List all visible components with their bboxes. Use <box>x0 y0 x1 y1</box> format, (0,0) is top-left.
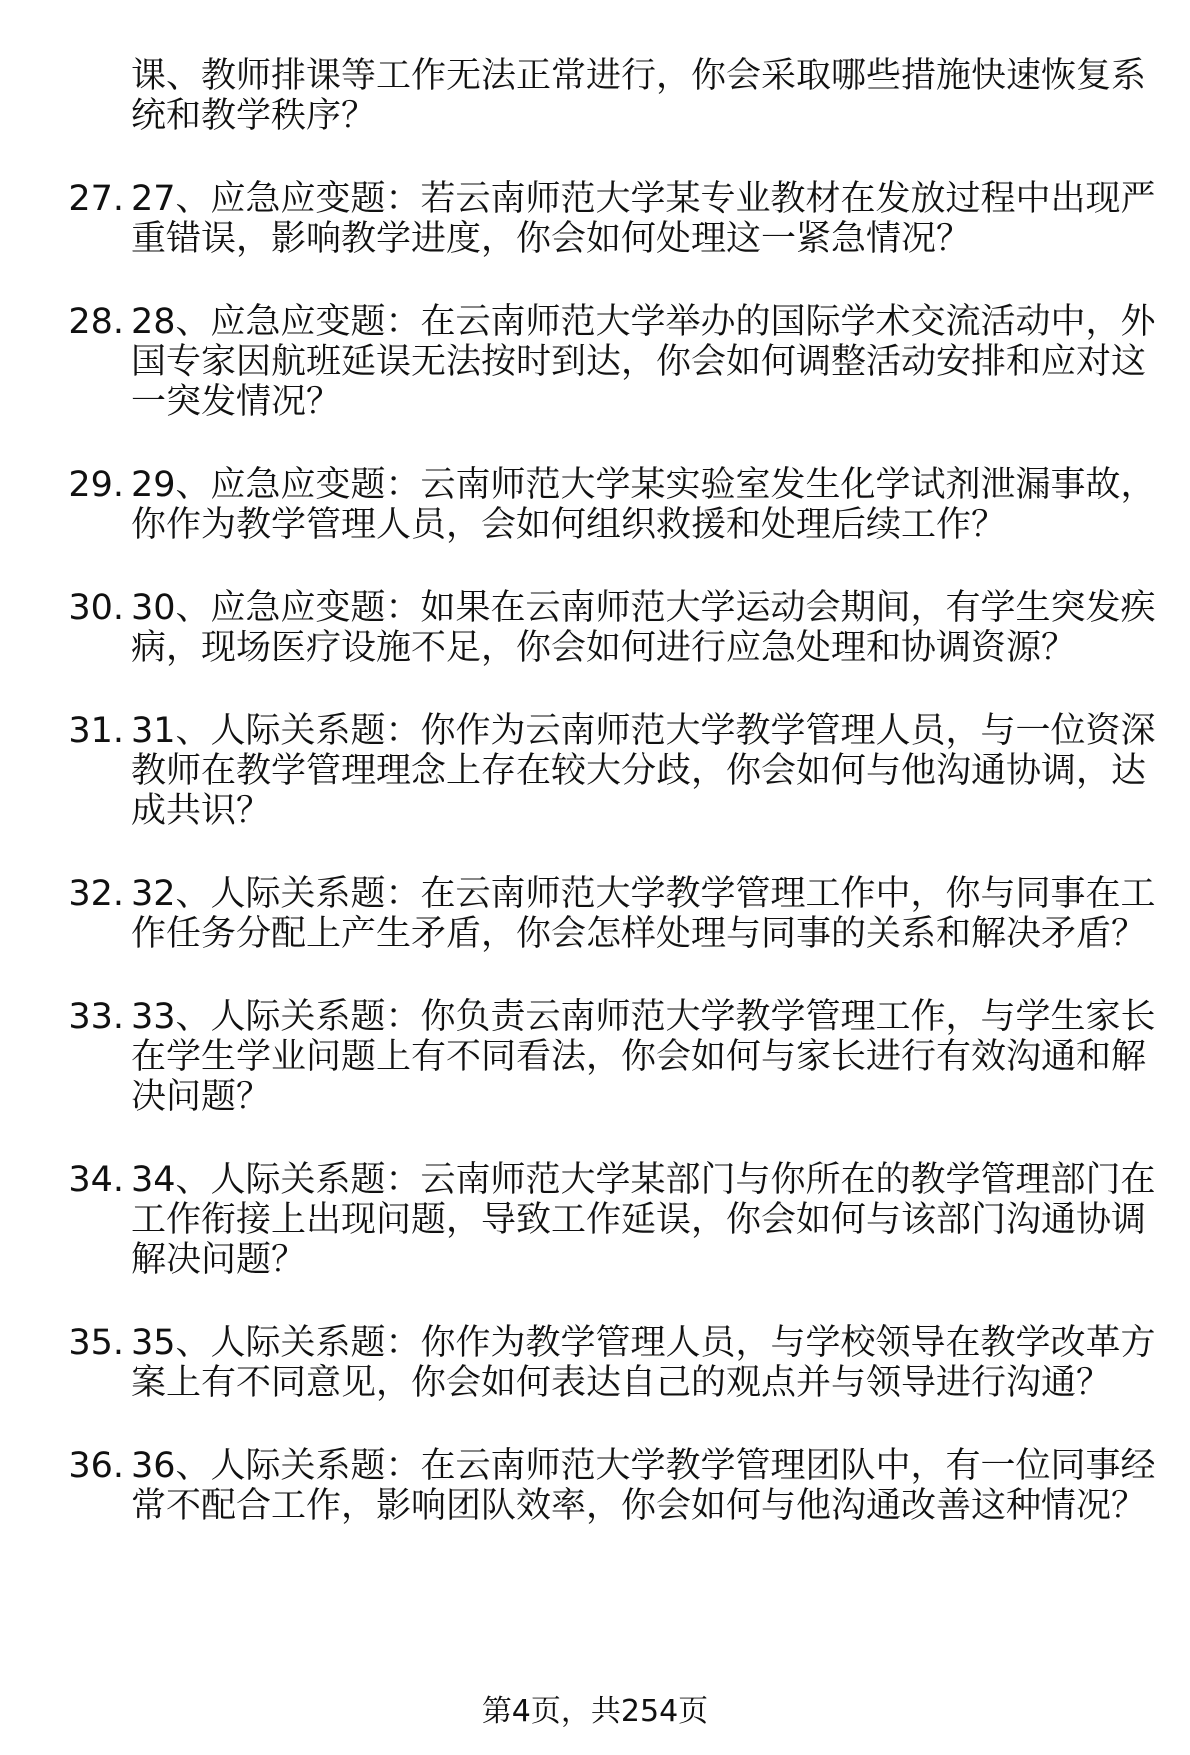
question-number: 27. <box>68 179 124 219</box>
question-number: 35. <box>68 1323 124 1363</box>
question-text: 32、人际关系题：在云南师范大学教学管理工作中，你与同事在工作任务分配上产生矛盾，你会怎样处理与同事的关系和解决矛盾？ <box>131 874 1156 954</box>
question-item <box>0 1323 1190 1403</box>
question-continuation <box>0 56 1190 136</box>
question-text: 36、人际关系题：在云南师范大学教学管理团队中，有一位同事经常不配合工作，影响团队效率，你会如何与他沟通改善这种情况？ <box>131 1446 1156 1526</box>
question-number: 36. <box>68 1446 124 1486</box>
question-list <box>0 56 1190 1569</box>
question-number: 31. <box>68 711 124 751</box>
question-text: 31、人际关系题：你作为云南师范大学教学管理人员，与一位资深教师在教学管理理念上存在较大分歧，你会如何与他沟通协调，达成共识？ <box>131 711 1156 831</box>
question-number: 30. <box>68 588 124 628</box>
page-number: 第4页，共254页 <box>481 1694 709 1729</box>
question-text: 30、应急应变题：如果在云南师范大学运动会期间，有学生突发疾病，现场医疗设施不足，你会如何进行应急处理和协调资源？ <box>131 588 1156 668</box>
question-item <box>0 997 1190 1117</box>
question-text: 33、人际关系题：你负责云南师范大学教学管理工作，与学生家长在学生学业问题上有不同看法，你会如何与家长进行有效沟通和解决问题？ <box>131 997 1156 1117</box>
question-text: 35、人际关系题：你作为教学管理人员，与学校领导在教学改革方案上有不同意见，你会如何表达自己的观点并与领导进行沟通？ <box>131 1323 1156 1403</box>
question-item <box>0 179 1190 259</box>
question-text: 28、应急应变题：在云南师范大学举办的国际学术交流活动中，外国专家因航班延误无法按时到达，你会如何调整活动安排和应对这一突发情况？ <box>131 302 1156 422</box>
question-item <box>0 874 1190 954</box>
question-text: 29、应急应变题：云南师范大学某实验室发生化学试剂泄漏事故，你作为教学管理人员，会如何组织救援和处理后续工作？ <box>131 465 1156 545</box>
question-item <box>0 1446 1190 1526</box>
question-text: 34、人际关系题：云南师范大学某部门与你所在的教学管理部门在工作衔接上出现问题，导致工作延误，你会如何与该部门沟通协调解决问题？ <box>131 1160 1156 1280</box>
question-number: 34. <box>68 1160 124 1200</box>
question-number: 29. <box>68 465 124 505</box>
question-number: 32. <box>68 874 124 914</box>
question-item <box>0 302 1190 422</box>
question-item <box>0 711 1190 831</box>
question-item <box>0 1160 1190 1280</box>
question-number: 28. <box>68 302 124 342</box>
question-text: 课、教师排课等工作无法正常进行，你会采取哪些措施快速恢复系统和教学秩序？ <box>131 56 1147 136</box>
question-text: 27、应急应变题：若云南师范大学某专业教材在发放过程中出现严重错误，影响教学进度，你会如何处理这一紧急情况？ <box>131 179 1156 259</box>
question-item <box>0 588 1190 668</box>
question-number: 33. <box>68 997 124 1037</box>
question-item <box>0 465 1190 545</box>
